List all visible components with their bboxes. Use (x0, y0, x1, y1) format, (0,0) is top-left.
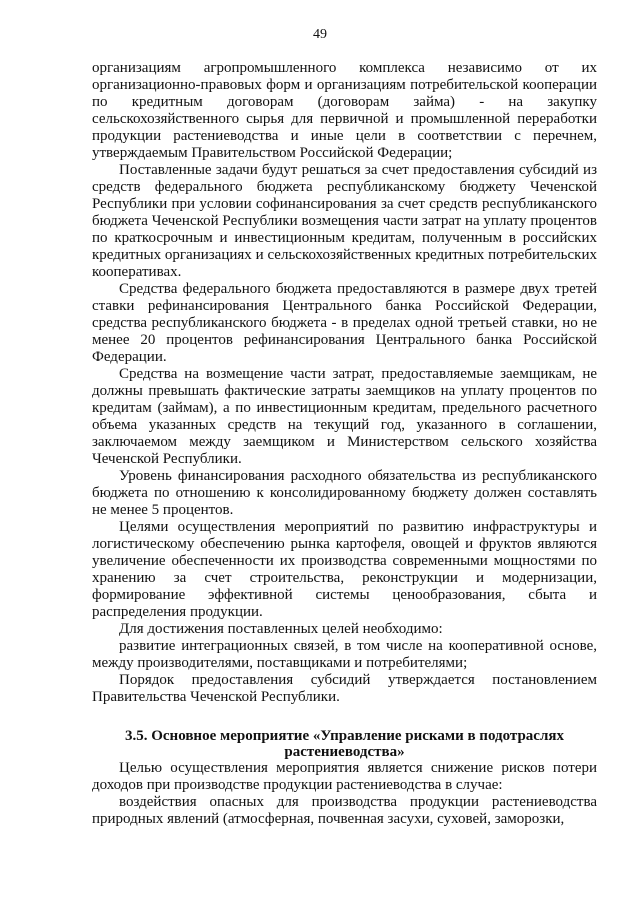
paragraph-10: Целью осуществления мероприятия является снижение рисков потери доходов при производстве продукции растениеводства в случае: (92, 760, 597, 793)
paragraph-3: Средства федерального бюджета предоставляются в размере двух третей ставки рефинансирования Центрального банка Российской Федерации, средства республиканского бюджета - в пределах одной третьей ставки, но не менее 20 процентов рефинансирования Центрального банка Российской Федерации. (92, 281, 597, 365)
body-text (92, 60, 597, 828)
paragraph-11: воздействия опасных для производства продукции растениеводства природных явлений (атмосферная, почвенная засухи, суховей, заморозки, (92, 794, 597, 827)
paragraph-5: Уровень финансирования расходного обязательства из республиканского бюджета по отношению к консолидированному бюджету должен составлять не менее 5 процентов. (92, 468, 597, 518)
paragraph-9: Порядок предоставления субсидий утверждается постановлением Правительства Чеченской Республики. (92, 672, 597, 705)
section-heading: 3.5. Основное мероприятие «Управление рисками в подотраслях растениеводства» (124, 728, 564, 760)
paragraph-7: Для достижения поставленных целей необходимо: (119, 621, 443, 637)
paragraph-2: Поставленные задачи будут решаться за счет предоставления субсидий из средств федерального бюджета республиканскому бюджету Чеченской Республики при условии софинансирования за счет средств республиканского бюджета Чеченской Республики возмещения части затрат на уплату процентов по краткосрочным и инвестиционным кредитам, полученным в российских кредитных организациях и сельскохозяйственных кредитных потребительских кооперативах. (92, 162, 597, 280)
paragraph-8: развитие интеграционных связей, в том числе на кооперативной основе, между производителями, поставщиками и потребителями; (92, 638, 597, 671)
page-number: 49 (313, 27, 327, 42)
paragraph-4: Средства на возмещение части затрат, предоставляемые заемщикам, не должны превышать фактические затраты заемщиков на уплату процентов по кредитам (займам), а по инвестиционным кредитам, предельного расчетного объема указанных средств на текущий год, указанного в соглашении, заключаемом между заемщиком и Министерством сельского хозяйства Чеченской Республики. (92, 366, 597, 467)
paragraph-6: Целями осуществления мероприятий по развитию инфраструктуры и логистическому обеспечению рынка картофеля, овощей и фруктов являются увеличение обеспеченности их производства современными мощностями по хранению за счет строительства, реконструкции и модернизации, формирование эффективной системы ценообразования, сбыта и распределения продукции. (92, 519, 597, 620)
paragraph-1: организациям агропромышленного комплекса независимо от их организационно-правовых форм и организациям потребительской кооперации по кредитным договорам (договорам займа) - на закупку сельскохозяйственного сырья для первичной и промышленной переработки продукции растениеводства и иные цели в соответствии с перечнем, утверждаемым Правительством Российской Федерации; (92, 60, 597, 161)
